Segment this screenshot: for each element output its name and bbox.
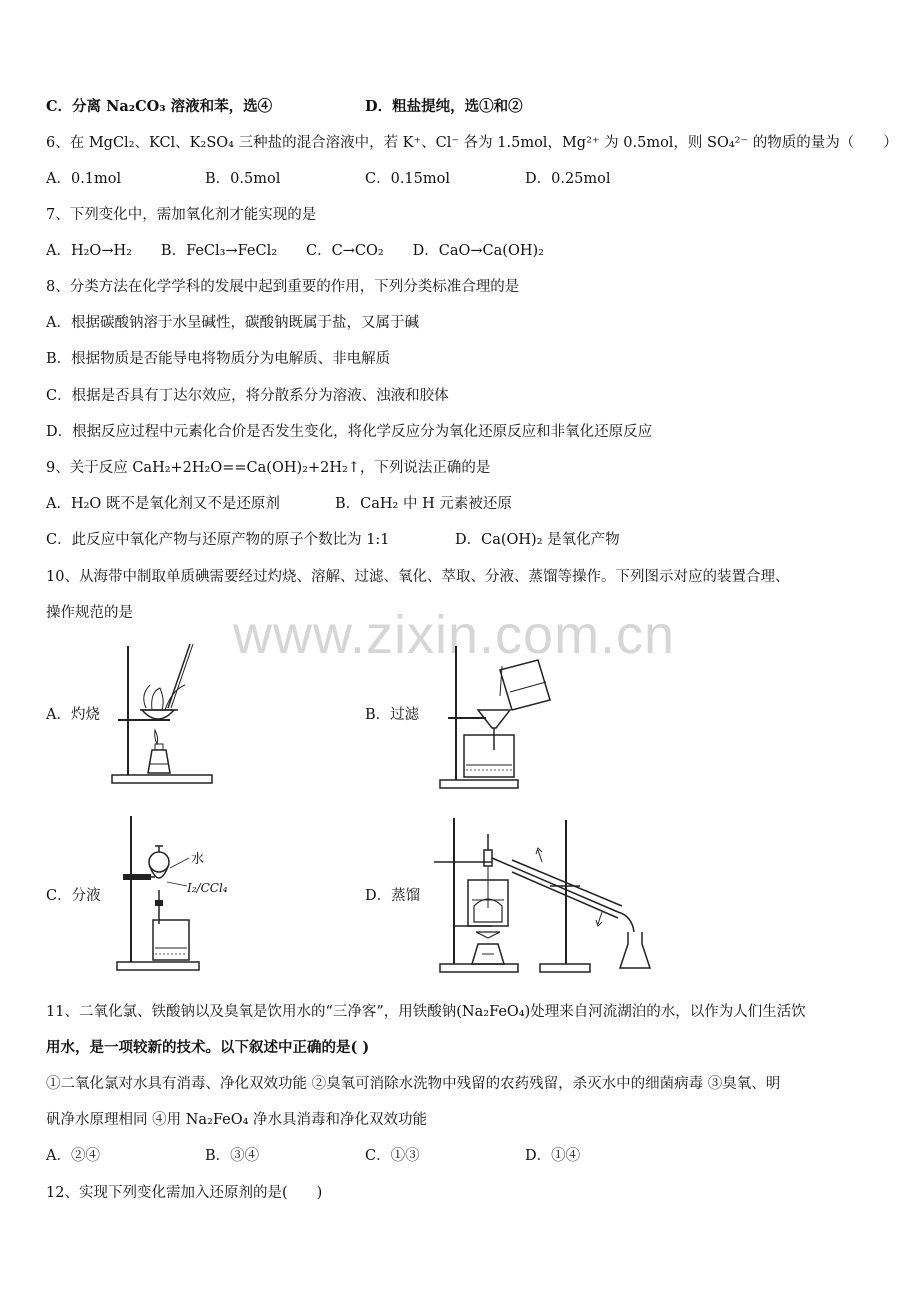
q6-option-d: D．0.25mol: [525, 171, 611, 187]
q11-items-line2: 矾净水原理相同 ④用 Na₂FeO₄ 净水具消毒和净化双效功能: [46, 1112, 428, 1128]
q12-stem: 12、实现下列变化需加入还原剂的是( ): [46, 1185, 323, 1201]
q7-stem: 7、下列变化中，需加氧化剂才能实现的是: [46, 207, 317, 223]
q11-stem-line1: 11、二氧化氯、铁酸钠以及臭氧是饮用水的“三净客”，用铁酸钠(Na₂FeO₄)处理来自河流湖泊的水，以作为人们生活饮: [46, 1004, 806, 1020]
watermark: www.zixin.com.cn: [233, 605, 676, 665]
q6-option-a: A．0.1mol: [46, 171, 122, 187]
q5-option-d: D．粗盐提纯，选①和②: [365, 98, 523, 115]
q6-option-b: B．0.5mol: [205, 171, 281, 187]
q8-option-c: C．根据是否具有丁达尔效应，将分散系分为溶液、浊液和胶体: [46, 388, 449, 404]
q10-stem-line1: 10、从海带中制取单质碘需要经过灼烧、溶解、过滤、氧化、萃取、分液、蒸馏等操作。下列图示对应的装置合理、: [46, 569, 790, 585]
q10-option-d: D．蒸馏: [365, 888, 421, 904]
q11-option-a: A．②④: [46, 1148, 100, 1164]
q5-option-c: C．分离 Na₂CO₃ 溶液和苯，选④: [46, 98, 273, 115]
q9-option-a: A．H₂O 既不是氧化剂又不是还原剂: [46, 496, 280, 512]
q10-option-b: B．过滤: [365, 707, 420, 723]
q8-option-b: B．根据物质是否能导电将物质分为电解质、非电解质: [46, 351, 391, 367]
q9-option-d: D．Ca(OH)₂ 是氧化产物: [455, 532, 620, 548]
figure-filtration: [438, 640, 563, 790]
q11-items-line1: ①二氧化氯对水具有消毒、净化双效功能 ②臭氧可消除水洗物中残留的农药残留，杀灭水中的细菌病毒 ③臭氧、明: [46, 1076, 781, 1092]
q10-option-a: A．灼烧: [46, 707, 100, 723]
label-water: 水: [191, 852, 205, 867]
figure-distillation: [432, 814, 660, 976]
q11-option-c: C．①③: [365, 1148, 420, 1164]
q10-option-c: C．分液: [46, 888, 101, 904]
q8-option-a: A．根据碳酸钠溶于水呈碱性，碳酸钠既属于盐，又属于碱: [46, 315, 419, 331]
q9-option-c: C．此反应中氧化产物与还原产物的原子个数比为 1:1: [46, 532, 390, 548]
q8-option-d: D．根据反应过程中元素化合价是否发生变化，将化学反应分为氧化还原反应和非氧化还原反应: [46, 424, 653, 440]
q6-stem: 6、在 MgCl₂、KCl、K₂SO₄ 三种盐的混合溶液中，若 K⁺、Cl⁻ 各为 1.5mol，Mg²⁺ 为 0.5mol，则 SO₄²⁻ 的物质的量为（ ）: [46, 135, 898, 151]
q7-options: A．H₂O→H₂ B．FeCl₃→FeCl₂ C．C→CO₂ D．CaO→Ca(OH)₂: [46, 243, 544, 259]
q11-option-d: D．①④: [525, 1148, 581, 1164]
figure-burning: [110, 640, 220, 785]
label-i2-ccl4: I₂/CCl₄: [187, 881, 228, 895]
q9-stem: 9、关于反应 CaH₂+2H₂O==Ca(OH)₂+2H₂↑，下列说法正确的是: [46, 460, 491, 476]
q9-option-b: B．CaH₂ 中 H 元素被还原: [335, 496, 512, 512]
q11-option-b: B．③④: [205, 1148, 260, 1164]
q8-stem: 8、分类方法在化学学科的发展中起到重要的作用，下列分类标准合理的是: [46, 279, 520, 295]
q11-stem-line2: 用水，是一项较新的技术。以下叙述中正确的是( ): [46, 1039, 370, 1056]
figure-separatory-funnel: [115, 812, 240, 974]
q6-option-c: C．0.15mol: [365, 171, 450, 187]
q10-stem-line2: 操作规范的是: [46, 605, 133, 621]
